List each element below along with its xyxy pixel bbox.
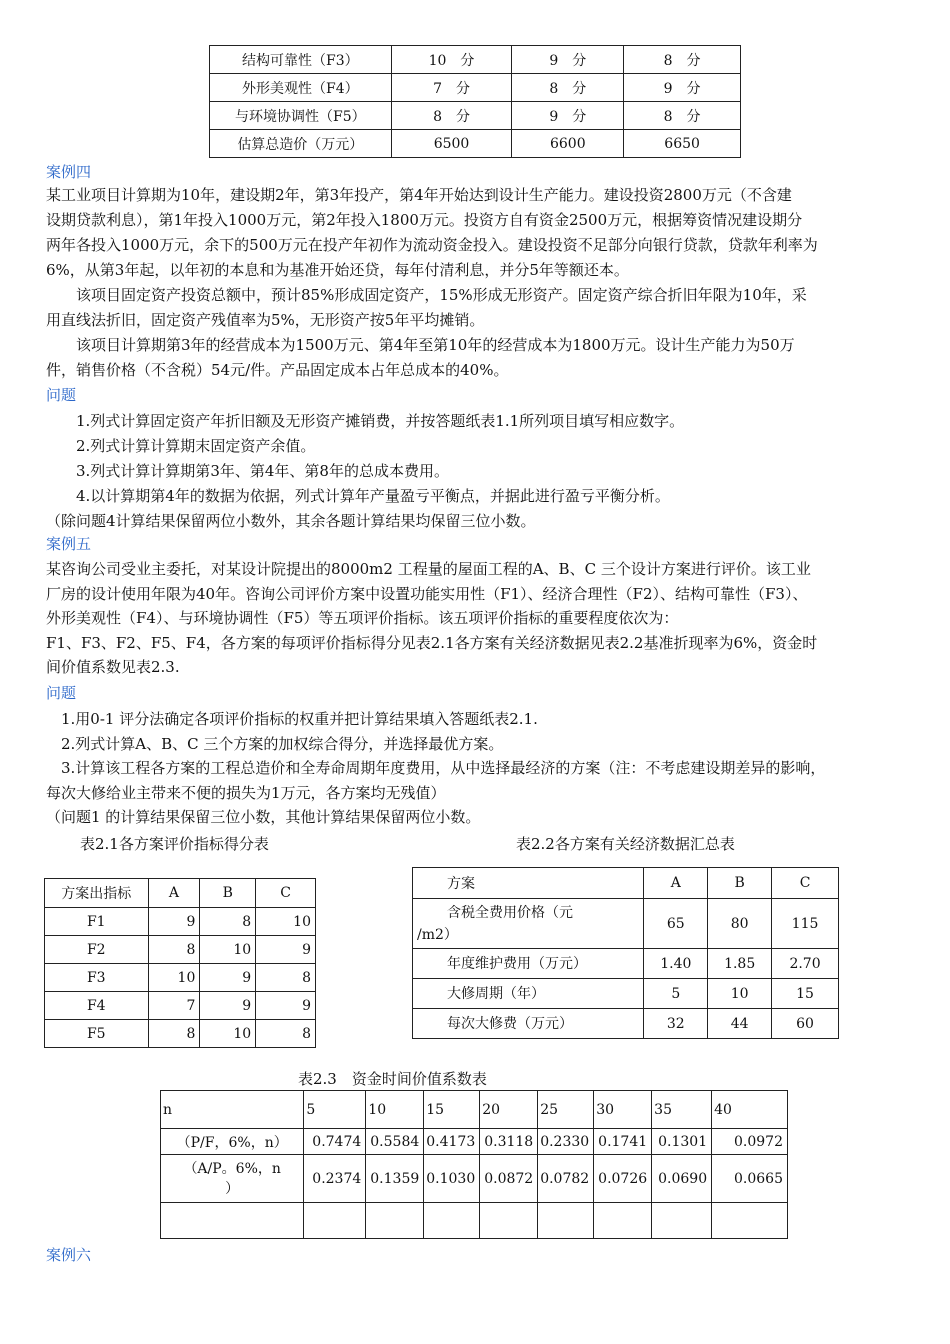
table23-empty-cell (712, 1203, 788, 1239)
top-table-row (210, 74, 741, 102)
text-line: 4.以计算期第4年的数据为依据，列式计算年产量盈亏平衡点，并据此进行盈亏平衡分析。 (46, 487, 670, 505)
table22-label-cell (413, 949, 644, 979)
table23-empty-cell (480, 1203, 538, 1239)
text-line: 2.列式计算计算期末固定资产余值。 (46, 437, 316, 455)
text-line: 设期贷款利息），第1年投入1000万元，第2年投入1800万元。投资方自有资金2500万元，根据筹资情况建设期分 (46, 211, 803, 229)
case5-body (46, 557, 817, 680)
table22-label-line: 大修周期（年） (447, 985, 545, 1002)
text-line: 间价值系数见表2.3. (46, 658, 180, 676)
table21-header-cell: B (200, 879, 256, 908)
table22-cell: 10 (708, 979, 772, 1009)
table23-cell: 0.1030 (424, 1155, 480, 1203)
table22-header-row (413, 868, 839, 899)
table23-label-line: ） (225, 1180, 240, 1197)
table23-cell: 0.2330 (538, 1129, 594, 1155)
table23 (160, 1090, 788, 1239)
table23-row-ap (161, 1155, 788, 1203)
table22 (412, 867, 839, 1039)
table22-header-cell: A (644, 868, 708, 899)
table21-header-cell: C (256, 879, 316, 908)
table23-empty-cell (538, 1203, 594, 1239)
table21-cell: F5 (45, 1020, 149, 1048)
table21-cell: 9 (256, 936, 316, 964)
top-table-cell: 9 分 (512, 46, 624, 74)
table21-cell: 9 (148, 908, 200, 936)
text-line: F1、F3、F2、F5、F4，各方案的每项评价指标得分见表2.1各方案有关经济数据见表2.2基准折现率为6%，资金时 (46, 633, 818, 652)
top-table-row (210, 46, 741, 74)
table22-cell: 115 (772, 899, 839, 949)
table21-cell: 8 (148, 1020, 200, 1048)
table23-cell: 0.3118 (480, 1129, 538, 1155)
table23-cell: 0.0872 (480, 1155, 538, 1203)
table21-cell: 9 (200, 992, 256, 1020)
table23-cell: 0.0690 (652, 1155, 712, 1203)
text-line: 2.列式计算A、B、C 三个方案的加权综合得分，并选择最优方案。 (46, 734, 504, 753)
text-line: 1.用0-1 评分法确定各项评价指标的权重并把计算结果填入答题纸表2.1. (46, 710, 538, 728)
top-table-row (210, 130, 741, 158)
text-line: 3.计算该工程各方案的工程总造价和全寿命周期年度费用，从中选择最经济的方案（注：不考虑建设期差异的影响， (46, 759, 826, 777)
table23-empty-cell (304, 1203, 366, 1239)
table23-header-cell: 25 (538, 1091, 594, 1129)
table22-cell: 80 (708, 899, 772, 949)
table23-cell: 0.7474 (304, 1129, 366, 1155)
table21-row (45, 992, 316, 1020)
top-table-cell: 9 分 (512, 102, 624, 130)
table23-header-cell: 30 (594, 1091, 652, 1129)
table23-empty-cell (652, 1203, 712, 1239)
table22-title: 表2.2各方案有关经济数据汇总表 (516, 835, 735, 853)
text-line: 每次大修给业主带来不便的损失为1万元，各方案均无残值） (46, 783, 446, 802)
top-table-cell: 9 分 (624, 74, 741, 102)
table22-row (413, 949, 839, 979)
top-table-cell: 8 分 (391, 102, 512, 130)
top-table-cell: 6500 (391, 130, 512, 158)
table22-cell: 60 (772, 1009, 839, 1039)
text-line: 厂房的设计使用年限为40年。咨询公司评价方案中设置功能实用性（F1）、经济合理性（F2）、结构可靠性（F3）、 (46, 584, 808, 603)
table23-cell: 0.0726 (594, 1155, 652, 1203)
table23-row-pf (161, 1129, 788, 1155)
table23-label-cell: （P/F，6%，n） (161, 1129, 304, 1155)
table23-header-cell: 5 (304, 1091, 366, 1129)
table22-cell: 5 (644, 979, 708, 1009)
table21-row (45, 936, 316, 964)
table23-cell: 0.1741 (594, 1129, 652, 1155)
table23-header-cell: n (161, 1091, 304, 1129)
table21-cell: F3 (45, 964, 149, 992)
table23-empty-cell (594, 1203, 652, 1239)
table21-cell: 8 (256, 1020, 316, 1048)
case4-questions (46, 409, 684, 534)
top-table-cell: 10 分 (391, 46, 512, 74)
table21-cell: F4 (45, 992, 149, 1020)
table23-header-cell: 10 (366, 1091, 424, 1129)
top-table-cell: 8 分 (512, 74, 624, 102)
top-table-cell: 外形美观性（F4） (210, 74, 392, 102)
table22-header-cell: C (772, 868, 839, 899)
case5-question-heading: 问题 (46, 684, 77, 702)
table21 (44, 878, 316, 1048)
text-line: 该项目固定资产投资总额中，预计85%形成固定资产，15%形成无形资产。固定资产综合折旧年限为10年，采 (46, 286, 807, 304)
table23-row-empty (161, 1203, 788, 1239)
table22-label-line: 年度维护费用（万元） (447, 955, 587, 972)
table23-label-cell (161, 1155, 304, 1203)
table23-cell: 0.0782 (538, 1155, 594, 1203)
top-table-cell: 6650 (624, 130, 741, 158)
table23-cell: 0.2374 (304, 1155, 366, 1203)
case4-body (46, 183, 818, 383)
table22-cell: 65 (644, 899, 708, 949)
table22-cell: 1.40 (644, 949, 708, 979)
table23-cell: 0.1359 (366, 1155, 424, 1203)
top-table-cell: 估算总造价（万元） (210, 130, 392, 158)
text-line: 该项目计算期第3年的经营成本为1500万元、第4年至第10年的经营成本为1800万元。设计生产能力为50万 (46, 336, 795, 354)
case5-questions (46, 707, 825, 830)
table23-cell: 0.1301 (652, 1129, 712, 1155)
table21-cell: 8 (256, 964, 316, 992)
top-table-cell: 与环境协调性（F5） (210, 102, 392, 130)
top-score-table (209, 45, 741, 158)
table22-label-cell (413, 899, 644, 949)
table21-row (45, 1020, 316, 1048)
case6-heading: 案例六 (46, 1246, 92, 1264)
top-table-cell: 6600 (512, 130, 624, 158)
table23-cell: 0.4173 (424, 1129, 480, 1155)
table21-cell: 8 (200, 908, 256, 936)
top-table-cell: 结构可靠性（F3） (210, 46, 392, 74)
table23-cell: 0.0972 (712, 1129, 788, 1155)
text-line: 6%，从第3年起，以年初的本息和为基准开始还贷，每年付清利息，并分5年等额还本。 (46, 261, 629, 279)
top-table-cell: 7 分 (391, 74, 512, 102)
table23-title: 表2.3 资金时间价值系数表 (298, 1070, 487, 1088)
table21-cell: 10 (200, 936, 256, 964)
table21-cell: 10 (256, 908, 316, 936)
table23-header-cell: 40 (712, 1091, 788, 1129)
table22-row (413, 979, 839, 1009)
table23-cell: 0.0665 (712, 1155, 788, 1203)
table21-cell: 7 (148, 992, 200, 1020)
table21-row (45, 964, 316, 992)
table22-cell: 44 (708, 1009, 772, 1039)
table21-cell: 8 (148, 936, 200, 964)
text-line: 1.列式计算固定资产年折旧额及无形资产摊销费，并按答题纸表1.1所列项目填写相应数字。 (46, 412, 685, 430)
table21-cell: F2 (45, 936, 149, 964)
table21-cell: 10 (148, 964, 200, 992)
table22-label-cell (413, 979, 644, 1009)
table22-header-cell: B (708, 868, 772, 899)
text-line: 两年各投入1000万元，余下的500万元在投产年初作为流动资金投入。建设投资不足部分向银行贷款，贷款年利率为 (46, 236, 818, 254)
table23-header-cell: 20 (480, 1091, 538, 1129)
text-line: 件，销售价格（不含税）54元/件。产品固定成本占年总成本的40%。 (46, 361, 509, 379)
text-line: （问题1 的计算结果保留三位小数，其他计算结果保留两位小数。 (46, 808, 481, 826)
table21-cell: F1 (45, 908, 149, 936)
table21-header-row (45, 879, 316, 908)
table22-label-line: 含税全费用价格（元 (447, 904, 573, 921)
table21-title: 表2.1各方案评价指标得分表 (80, 835, 269, 853)
text-line: 用直线法折旧，固定资产残值率为5%，无形资产按5年平均摊销。 (46, 311, 485, 329)
text-line: 某工业项目计算期为10年，建设期2年，第3年投产，第4年开始达到设计生产能力。建设投资2800万元（不含建 (46, 186, 792, 204)
table22-label-cell (413, 1009, 644, 1039)
table23-header-row (161, 1091, 788, 1129)
table23-empty-cell (161, 1203, 304, 1239)
table23-header-cell: 35 (652, 1091, 712, 1129)
table23-label-line: （A/P。6%，n (183, 1160, 281, 1177)
table23-cell: 0.5584 (366, 1129, 424, 1155)
table21-header-cell: A (148, 879, 200, 908)
table21-cell: 9 (256, 992, 316, 1020)
case5-heading: 案例五 (46, 535, 92, 553)
table23-header-cell: 15 (424, 1091, 480, 1129)
table22-row (413, 1009, 839, 1039)
table22-row (413, 899, 839, 949)
table22-header-cell: 方案 (413, 868, 644, 899)
top-table-cell: 8 分 (624, 46, 741, 74)
table21-cell: 10 (200, 1020, 256, 1048)
text-line: 外形美观性（F4）、与环境协调性（F5）等五项评价指标。该五项评价指标的重要程度依次为： (46, 609, 679, 627)
table21-cell: 9 (200, 964, 256, 992)
case4-heading: 案例四 (46, 163, 92, 181)
table23-empty-cell (366, 1203, 424, 1239)
top-table-cell: 8 分 (624, 102, 741, 130)
text-line: （除问题4计算结果保留两位小数外，其余各题计算结果均保留三位小数。 (46, 512, 536, 530)
table22-label-line: /m2） (417, 926, 458, 943)
table22-cell: 2.70 (772, 949, 839, 979)
text-line: 3.列式计算计算期第3年、第4年、第8年的总成本费用。 (46, 462, 449, 480)
table21-header-cell: 方案出指标 (45, 879, 149, 908)
table22-cell: 32 (644, 1009, 708, 1039)
table22-cell: 1.85 (708, 949, 772, 979)
table23-empty-cell (424, 1203, 480, 1239)
top-table-row (210, 102, 741, 130)
case4-question-heading: 问题 (46, 386, 77, 404)
text-line: 某咨询公司受业主委托，对某设计院提出的8000m2 工程量的屋面工程的A、B、C 三个设计方案进行评价。该工业 (46, 560, 811, 578)
table22-cell: 15 (772, 979, 839, 1009)
table22-label-line: 每次大修费（万元） (447, 1015, 573, 1032)
table21-row (45, 908, 316, 936)
